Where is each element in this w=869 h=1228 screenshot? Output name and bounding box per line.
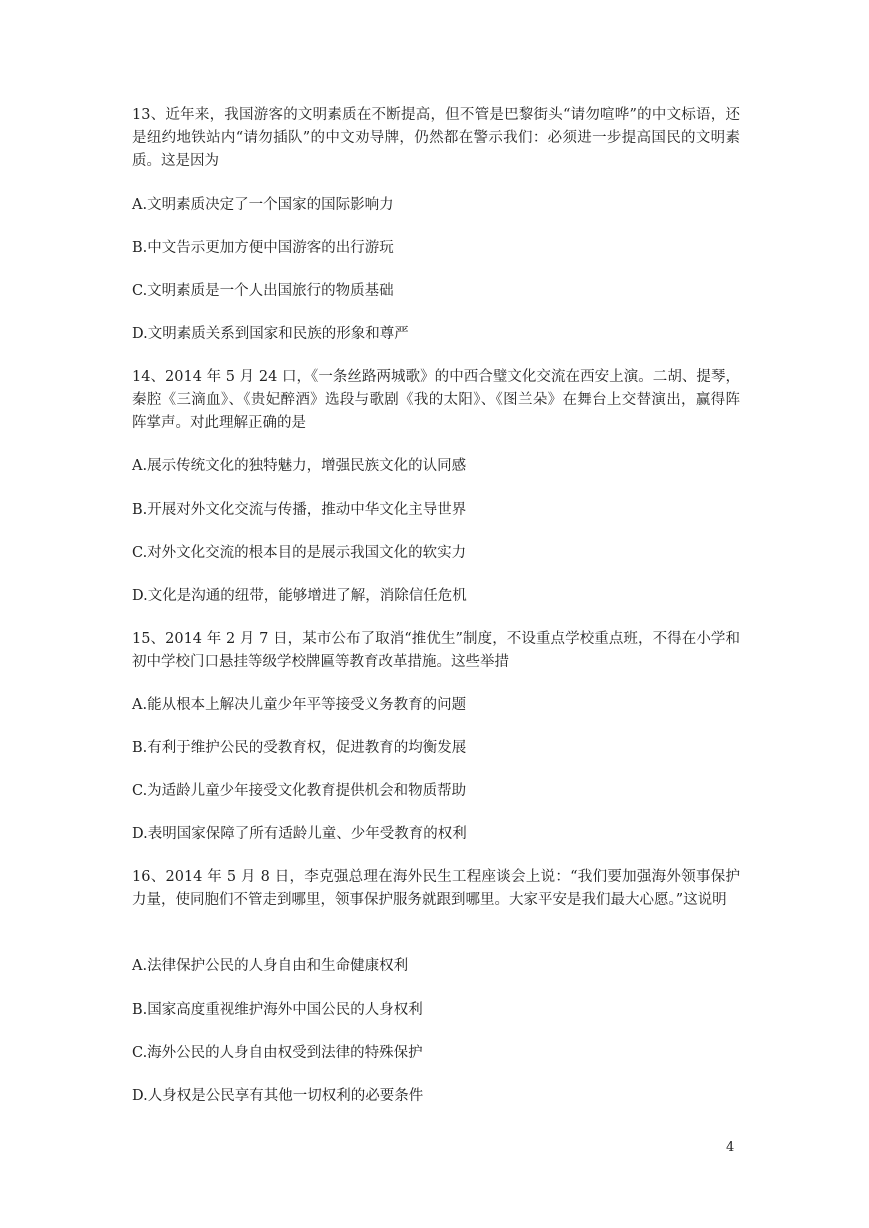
question-stem: 16、2014 年 5 月 8 日，李克强总理在海外民生工程座谈会上说：“我们要加强海外领事保护力量，使同胞们不管走到哪里，领事保护服务就跟到哪里。大家平安是我们最大心愿。”这说明 xyxy=(132,869,740,908)
option-d: D.文明素质关系到国家和民族的形象和尊严 xyxy=(132,326,409,342)
option-a: A.文明素质决定了一个国家的国际影响力 xyxy=(132,197,394,213)
question-stem: 14、2014 年 5 月 24 口，《一条丝路两城歌》的中西合璧文化交流在西安上演。二胡、提琴，秦腔《三滴血》、《贵妃醉酒》选段与歌剧《我的太阳》、《图兰朵》在舞台上交替演出，赢得阵阵掌声。对此理解正确的是 xyxy=(132,369,740,431)
option-c: C.海外公民的人身自由权受到法律的特殊保护 xyxy=(132,1045,423,1061)
option-a: A.能从根本上解决儿童少年平等接受义务教育的问题 xyxy=(132,697,467,713)
question-stem: 13、近年来，我国游客的文明素质在不断提高，但不管是巴黎街头“请勿喧哗”的中文标语，还是纽约地铁站内“请勿插队”的中文劝导牌，仍然都在警示我们：必须进一步提高国民的文明素质。这是因为 xyxy=(132,107,740,169)
option-c: C.为适龄儿童少年接受文化教育提供机会和物质帮助 xyxy=(132,783,467,799)
option-b: B.中文告示更加方便中国游客的出行游玩 xyxy=(132,240,394,256)
option-d: D.文化是沟通的纽带，能够增进了解，消除信任危机 xyxy=(132,588,467,604)
option-d: D.人身权是公民享有其他一切权利的必要条件 xyxy=(132,1088,424,1104)
option-c: C.对外文化交流的根本目的是展示我国文化的软实力 xyxy=(132,545,467,561)
option-b: B.开展对外文化交流与传播，推动中华文化主导世界 xyxy=(132,502,467,518)
option-a: A.法律保护公民的人身自由和生命健康权利 xyxy=(132,958,409,974)
question-stem: 15、2014 年 2 月 7 日，某市公布了取消“推优生”制度，不设重点学校重点班，不得在小学和初中学校门口悬挂等级学校牌匾等教育改革措施。这些举措 xyxy=(132,631,740,670)
option-b: B.国家高度重视维护海外中国公民的人身权利 xyxy=(132,1002,423,1018)
page-number: 4 xyxy=(726,1140,735,1155)
option-b: B.有利于维护公民的受教育权，促进教育的均衡发展 xyxy=(132,740,467,756)
option-c: C.文明素质是一个人出国旅行的物质基础 xyxy=(132,283,394,299)
option-a: A.展示传统文化的独特魅力，增强民族文化的认同感 xyxy=(132,458,467,474)
option-d: D.表明国家保障了所有适龄儿童、少年受教育的权利 xyxy=(132,826,467,842)
